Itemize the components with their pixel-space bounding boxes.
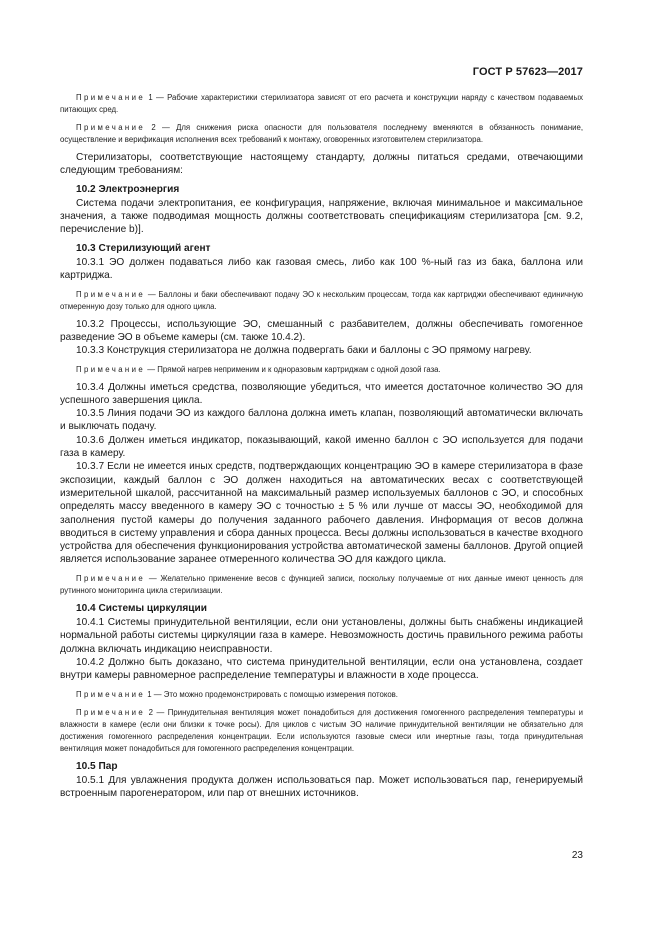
note-text: — Баллоны и баки обеспечивают подачу ЭО к нескольким процессам, тогда как картриджи обеспечивают единичную отмеренную дозу только для одного цикла. (60, 289, 583, 311)
note-label: Примечание (76, 707, 146, 717)
note-label: Примечание (76, 289, 146, 299)
section-heading-10-5: 10.5 Пар (76, 760, 118, 772)
note-label: Примечание (76, 93, 146, 102)
paragraph-10-3-6: 10.3.6 Должен иметься индикатор, показывающий, какой именно баллон с ЭО используется для подачи газа в камеру. (60, 434, 583, 460)
document-header: ГОСТ Р 57623—2017 (472, 66, 583, 78)
note-5 (60, 573, 583, 597)
note-4 (60, 364, 583, 376)
note-label: Примечание (76, 573, 146, 583)
note-2 (60, 122, 583, 146)
paragraph-10-3-4: 10.3.4 Должны иметься средства, позволяющие убедиться, что имеется достаточное количество ЭО для успешного завершения цикла. (60, 381, 583, 406)
section-heading-10-2: 10.2 Электроэнергия (76, 183, 180, 195)
note-3 (60, 289, 583, 313)
paragraph-10-4-1: 10.4.1 Системы принудительной вентиляции, если они установлены, должны быть снабжены индикацией нормальной работы системы циркуляции газа в камере. Невозможность достичь правильного режима работы должна включать индикацию неисправности. (60, 617, 583, 655)
note-label: Примечание (76, 364, 146, 374)
note-label: Примечание (76, 123, 146, 132)
note-text: 1 — Это можно продемонстрировать с помощью измерения потоков. (145, 689, 398, 699)
paragraph-10-3-3: 10.3.3 Конструкция стерилизатора не должна подвергать баки и баллоны с ЭО прямому нагреву. (76, 345, 532, 357)
paragraph-10-5-1: 10.5.1 Для увлажнения продукта должен использоваться пар. Может использоваться пар, генерируемый встроенным парогенератором, или пар от внешних источников. (60, 774, 583, 800)
paragraph-10-3-1: 10.3.1 ЭО должен подаваться либо как газовая смесь, либо как 100 %-ный газ из бака, баллона или картриджа. (60, 257, 583, 282)
paragraph-10-4-2: 10.4.2 Должно быть доказано, что система принудительной вентиляции, если она установлена, создает внутри камеры равномерное распределение температуры и влажности в ходе процесса. (60, 656, 583, 682)
paragraph-intro: Стерилизаторы, соответствующие настоящему стандарту, должны питаться средами, отвечающими следующим требованиям: (60, 152, 583, 177)
section-heading-10-4: 10.4 Системы циркуляции (76, 602, 207, 614)
note-label: Примечание (76, 689, 146, 699)
note-text: 1 — Рабочие характеристики стерилизатора зависят от его расчета и конструкции наряду с качеством подаваемых питающих сред. (60, 93, 583, 114)
paragraph-10-2: Система подачи электропитания, ее конфигурация, напряжение, включая минимальное и максимальное значения, а также подводимая мощность должны соответствовать спецификациям стерилизатора [см. 9.2, перечисление b)]. (60, 197, 583, 236)
note-text: 2 — Для снижения риска опасности для пользователя последнему вменяются в обязанность понимание, осуществление и верификация исполнения всех требований к монтажу, оговоренных изготовителем стерилизатора. (60, 123, 583, 144)
section-heading-10-3: 10.3 Стерилизующий агент (76, 242, 211, 254)
paragraph-10-3-2: 10.3.2 Процессы, использующие ЭО, смешанный с разбавителем, должны обеспечивать гомогенное разведение ЭО в объеме камеры (см. также 10.4.2). (60, 318, 583, 343)
page-number: 23 (571, 850, 583, 861)
paragraph-10-3-7: 10.3.7 Если не имеется иных средств, подтверждающих концентрацию ЭО в камере стерилизатора в фазе экспозиции, каждый баллон с ЭО должен находиться на автоматических весах с соответствующей измерительной шкалой, рассчитанной на максимальный размер используемых баллонов с ЭО, и способных определять массу введенного в камеру ЭО с точностью ± 5 % или лучше от массы ЭО, необходимой для заполнения пустой камеры до получения заданного рабочего давления. Информация от весов должна вводиться в систему управления и сбора данных процесса. Весы должны использоваться в качестве входного устройства для обеспечения функционирования устройства автоматической замены баллонов. Другой опцией является использование заранее отмеренного количества ЭО для каждого цикла. (60, 461, 583, 566)
note-text: 2 — Принудительная вентиляция может понадобиться для достижения гомогенного распределения температуры и влажности в камере (если они близки к точке росы). Для циклов с чистым ЭО наличие принудительной вентиляции не обязательно для достижения гомогенного распределения концентрации. Если используются газовые смеси или инертные газы, тогда принудительная вентиляция может понадобиться для гомогенного распределения концентрации. (60, 707, 583, 753)
note-text: — Прямой нагрев неприменим и к одноразовым картриджам с одной дозой газа. (145, 364, 441, 374)
note-text: — Желательно применение весов с функцией записи, поскольку получаемые от них данные имеют ценность для рутинного мониторинга цикла стерилизации. (60, 573, 583, 595)
page-content (60, 92, 583, 800)
note-7 (60, 707, 583, 755)
note-1 (60, 92, 583, 116)
paragraph-10-3-5: 10.3.5 Линия подачи ЭО из каждого баллона должна иметь клапан, позволяющий автоматически включать и выключать подачу. (60, 408, 583, 433)
note-6 (60, 689, 583, 701)
